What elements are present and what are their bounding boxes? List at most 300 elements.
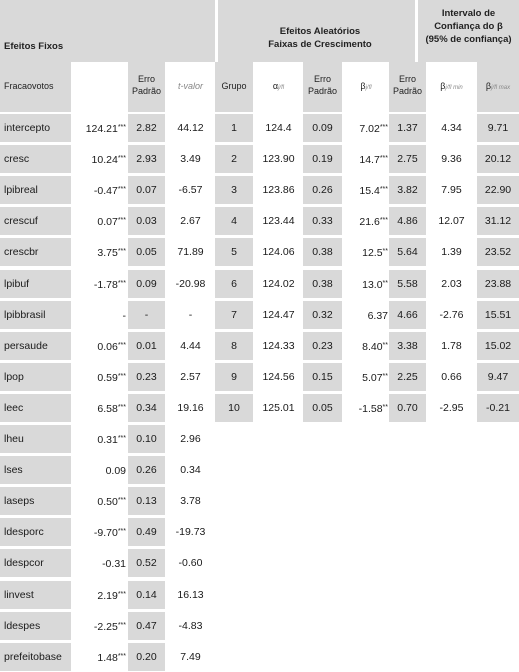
- std-error: [128, 145, 165, 173]
- alpha-std-error-value: 0.32: [312, 309, 333, 321]
- coefficient-value: -9.70: [93, 527, 118, 539]
- alpha-value-value: 123.44: [262, 215, 295, 227]
- group-number-value: 7: [231, 309, 237, 321]
- beta-value-value: -1.58: [358, 403, 383, 415]
- beta-value-value: 12.5: [362, 247, 383, 259]
- std-error: [128, 549, 165, 577]
- std-error-value: 2.82: [136, 122, 157, 134]
- alpha-value: [256, 301, 301, 329]
- beta-max: [477, 363, 519, 391]
- variable-name-value: crescbr: [4, 246, 39, 258]
- significance-stars: ***: [117, 342, 126, 349]
- alpha-value-value: 123.90: [262, 153, 295, 165]
- beta-value-value: 14.7: [359, 154, 380, 166]
- variable-name-value: lpibbrasil: [4, 309, 46, 321]
- beta-max-value: 23.52: [484, 246, 512, 258]
- beta-min: [428, 363, 475, 391]
- table-row: [0, 549, 519, 577]
- beta-value-value: 8.40: [362, 341, 383, 353]
- coefficient: [72, 145, 126, 173]
- t-value-value: 44.12: [177, 122, 204, 134]
- group-number-value: 10: [228, 402, 240, 414]
- beta-max-value: 22.90: [484, 184, 512, 196]
- alpha-symbol: α: [272, 81, 279, 91]
- beta-std-error: [389, 394, 426, 422]
- beta-min: [428, 270, 475, 298]
- beta-std-error-value: 5.58: [397, 278, 418, 290]
- t-value-value: -6.57: [178, 184, 203, 196]
- std-error: [128, 270, 165, 298]
- alpha-std-error: [303, 114, 342, 142]
- table-row: [0, 612, 519, 640]
- std-error: [128, 114, 165, 142]
- group-column-header: Grupo: [221, 81, 247, 91]
- t-value: [168, 612, 213, 640]
- coefficient: [72, 114, 126, 142]
- std-error-value: 0.03: [136, 215, 157, 227]
- significance-stars: ***: [379, 217, 388, 224]
- alpha-value-value: 124.56: [262, 371, 295, 383]
- coefficient-value: 3.75: [97, 247, 118, 259]
- coefficient-value: 6.58: [97, 403, 118, 415]
- group-number-value: 1: [231, 122, 237, 134]
- beta-std-error-value: 1.37: [397, 122, 418, 134]
- ci-title-line1: Intervalo de: [441, 8, 496, 19]
- beta-min: [428, 332, 475, 360]
- group-number-value: 4: [231, 215, 237, 227]
- beta-max-value: 15.02: [484, 340, 512, 352]
- variable-name-value: laseps: [4, 495, 35, 507]
- t-value-column-header: t-valor: [177, 81, 203, 91]
- t-value-value: 16.13: [177, 589, 204, 601]
- alpha-std-error-value: 0.23: [312, 340, 333, 352]
- std-error-value: 0.49: [136, 526, 157, 538]
- header-divider: [415, 0, 418, 62]
- beta-min: [428, 207, 475, 235]
- table-row: [0, 207, 519, 235]
- beta-std-error: [389, 207, 426, 235]
- beta-min: [428, 238, 475, 266]
- alpha-column-header: [256, 80, 301, 94]
- significance-stars: ***: [117, 404, 126, 411]
- t-value: [168, 145, 213, 173]
- coefficient-value: 2.19: [97, 590, 118, 602]
- alpha-std-error: [303, 238, 342, 266]
- variable-name-value: ldespes: [4, 620, 41, 632]
- beta-min-value: 2.03: [441, 278, 462, 290]
- beta-std-error: [389, 114, 426, 142]
- group-number: [215, 238, 253, 266]
- alpha-std-error-value: 0.33: [312, 215, 333, 227]
- beta-max-value: 15.51: [484, 309, 512, 321]
- alpha-value-value: 124.33: [262, 340, 295, 352]
- table-row: [0, 363, 519, 391]
- coefficient: [72, 207, 126, 235]
- alpha-std-error: [303, 176, 342, 204]
- coefficient: [72, 363, 126, 391]
- variable-name-value: linvest: [4, 589, 34, 601]
- variable-column-header: Fracaovotos: [4, 81, 54, 91]
- beta-max-value: 31.12: [484, 215, 512, 227]
- t-value-value: 19.16: [177, 402, 204, 414]
- beta-min: [428, 145, 475, 173]
- significance-stars: ***: [117, 497, 126, 504]
- coefficient-value: 0.07: [97, 216, 118, 228]
- table-row: [0, 518, 519, 546]
- alpha-std-error-value: 0.05: [312, 402, 333, 414]
- alpha-std-error: [303, 145, 342, 173]
- variable-name-value: lheu: [4, 433, 24, 445]
- beta-max-value: -0.21: [486, 402, 510, 414]
- t-value-value: 7.49: [180, 651, 201, 663]
- beta-max: [477, 332, 519, 360]
- variable-name: [4, 518, 70, 546]
- t-value: [168, 581, 213, 609]
- std-error: [128, 332, 165, 360]
- variable-name-value: lpop: [4, 371, 24, 383]
- beta-max: [477, 114, 519, 142]
- beta-min-value: 9.36: [441, 153, 462, 165]
- alpha-std-error-value: 0.19: [312, 153, 333, 165]
- random-effects-title: [230, 25, 410, 51]
- table-row: [0, 145, 519, 173]
- alpha-value: [256, 114, 301, 142]
- table-row: [0, 301, 519, 329]
- coefficient: [72, 581, 126, 609]
- column-headers: [0, 62, 519, 112]
- coefficient-value: -2.25: [93, 621, 118, 633]
- coefficient-value: -1.78: [93, 279, 118, 291]
- t-value: [168, 456, 213, 484]
- variable-name: [4, 114, 70, 142]
- significance-stars: **: [382, 373, 388, 380]
- beta-min: [428, 301, 475, 329]
- beta-value: [344, 270, 388, 298]
- beta-value: [344, 114, 388, 142]
- t-value-value: 71.89: [177, 246, 204, 258]
- beta-min: [428, 394, 475, 422]
- significance-stars: ***: [117, 373, 126, 380]
- variable-name-value: ldespcor: [4, 557, 44, 569]
- coefficient: [72, 332, 126, 360]
- beta-max: [477, 394, 519, 422]
- coefficient-value: 1.48: [97, 652, 118, 664]
- table-row: [0, 332, 519, 360]
- beta-min-value: 1.39: [441, 246, 462, 258]
- coefficient-value: -0.31: [102, 558, 126, 570]
- t-value: [168, 301, 213, 329]
- group-number: [215, 301, 253, 329]
- beta-value: [344, 145, 388, 173]
- std-error-value: 0.47: [136, 620, 157, 632]
- beta-min-value: 0.66: [441, 371, 462, 383]
- t-value-value: 4.44: [180, 340, 201, 352]
- beta-max-value: 9.47: [487, 371, 509, 383]
- std-error-value: 0.05: [136, 246, 157, 258]
- beta-std-error: [389, 270, 426, 298]
- alpha-value: [256, 238, 301, 266]
- alpha-std-error-value: 0.38: [312, 246, 333, 258]
- alpha-value-value: 124.4: [265, 122, 292, 134]
- variable-name-value: lpibreal: [4, 184, 38, 196]
- variable-name: [4, 394, 70, 422]
- table-row: [0, 425, 519, 453]
- std-error-value: 0.23: [136, 371, 157, 383]
- beta-min: [428, 176, 475, 204]
- alpha-value: [256, 176, 301, 204]
- significance-stars: ***: [117, 591, 126, 598]
- beta-std-error: [389, 363, 426, 391]
- significance-stars: ***: [117, 622, 126, 629]
- beta-value-value: 5.07: [362, 372, 383, 384]
- alpha-std-error: [303, 301, 342, 329]
- coefficient: [72, 518, 126, 546]
- coefficient: [72, 612, 126, 640]
- coefficient: [72, 270, 126, 298]
- coefficient-value: 0.50: [97, 496, 118, 508]
- significance-stars: ***: [117, 435, 126, 442]
- significance-stars: ***: [117, 186, 126, 193]
- beta-value: [344, 301, 388, 329]
- beta-value-value: 21.6: [359, 216, 380, 228]
- alpha-std-error: [303, 363, 342, 391]
- significance-stars: **: [382, 342, 388, 349]
- beta-std-error-line1: Erro: [398, 74, 416, 84]
- beta-max-column-header: [477, 80, 519, 94]
- std-error-value: 0.13: [136, 495, 157, 507]
- variable-name-value: leec: [4, 402, 24, 414]
- std-error: [128, 456, 165, 484]
- beta-max-symbol: β: [485, 81, 492, 91]
- variable-name: [4, 207, 70, 235]
- beta-value: [344, 176, 388, 204]
- beta-max: [477, 301, 519, 329]
- t-value: [168, 270, 213, 298]
- alpha-value: [256, 363, 301, 391]
- beta-std-error-value: 4.86: [397, 215, 418, 227]
- std-error: [128, 363, 165, 391]
- std-error-value: 2.93: [136, 153, 157, 165]
- significance-stars: ***: [117, 155, 126, 162]
- beta-std-error: [389, 176, 426, 204]
- beta-max-value: 9.71: [487, 122, 509, 134]
- beta-value-value: 13.0: [362, 279, 383, 291]
- alpha-value: [256, 394, 301, 422]
- group-number: [215, 176, 253, 204]
- std-error-header-line1: Erro: [137, 74, 155, 84]
- group-number-value: 2: [231, 153, 237, 165]
- ci-title-line3: (95% de confiança): [425, 34, 512, 45]
- std-error-value: 0.01: [136, 340, 157, 352]
- beta-std-error-line2: Padrão: [392, 86, 423, 96]
- coefficient-value: 0.09: [105, 465, 126, 477]
- beta-std-error: [389, 145, 426, 173]
- beta-symbol: β: [360, 81, 366, 91]
- t-value: [168, 332, 213, 360]
- group-number-value: 8: [231, 340, 237, 352]
- std-error-column-header: [128, 73, 165, 97]
- table-row: [0, 176, 519, 204]
- std-error: [128, 581, 165, 609]
- alpha-std-error: [303, 394, 342, 422]
- table-row: [0, 456, 519, 484]
- group-number-value: 9: [231, 371, 237, 383]
- variable-name: [4, 425, 70, 453]
- table-row: [0, 114, 519, 142]
- variable-name: [4, 145, 70, 173]
- std-error: [128, 238, 165, 266]
- t-value: [168, 114, 213, 142]
- variable-name-value: intercepto: [4, 122, 51, 134]
- alpha-std-error-value: 0.15: [312, 371, 333, 383]
- variable-name: [4, 301, 70, 329]
- coefficient: [72, 394, 126, 422]
- beta-min: [428, 114, 475, 142]
- beta-value: [344, 394, 388, 422]
- alpha-value-value: 124.06: [262, 246, 295, 258]
- table-row: [0, 643, 519, 671]
- t-value: [168, 238, 213, 266]
- beta-min-value: -2.76: [439, 309, 464, 321]
- variable-name-value: prefeitobase: [4, 651, 62, 663]
- t-value: [168, 487, 213, 515]
- ci-title-line2: Confiança do β: [434, 21, 503, 32]
- t-value-value: -4.83: [178, 620, 203, 632]
- alpha-std-error-value: 0.09: [312, 122, 333, 134]
- beta-column-header: [344, 80, 388, 94]
- beta-max: [477, 207, 519, 235]
- variable-name: [4, 238, 70, 266]
- alpha-std-error-line2: Padrão: [307, 86, 338, 96]
- variable-name-value: cresc: [4, 153, 30, 165]
- beta-max-value: 20.12: [484, 153, 512, 165]
- coefficient: [72, 487, 126, 515]
- t-value: [168, 207, 213, 235]
- alpha-std-error: [303, 332, 342, 360]
- significance-stars: **: [382, 248, 388, 255]
- table-row: [0, 487, 519, 515]
- beta-std-error-value: 2.25: [397, 371, 418, 383]
- variable-name: [4, 612, 70, 640]
- alpha-value-value: 125.01: [262, 402, 295, 414]
- t-value: [168, 549, 213, 577]
- group-number-value: 3: [231, 184, 237, 196]
- significance-stars: ***: [117, 248, 126, 255]
- beta-std-error-value: 3.82: [397, 184, 418, 196]
- coefficient: [72, 176, 126, 204]
- std-error-value: 0.07: [136, 184, 157, 196]
- random-effects-title-line2: Faixas de Crescimento: [268, 39, 372, 50]
- std-error-value: -: [144, 309, 149, 321]
- variable-name: [4, 549, 70, 577]
- std-error: [128, 518, 165, 546]
- beta-min-symbol: β: [440, 81, 446, 91]
- t-value-value: 2.57: [180, 371, 201, 383]
- t-value-value: 0.34: [180, 464, 201, 476]
- coefficient: [72, 456, 126, 484]
- alpha-value: [256, 332, 301, 360]
- std-error: [128, 207, 165, 235]
- coefficient-value: -0.47: [93, 185, 118, 197]
- t-value-value: 2.67: [180, 215, 201, 227]
- beta-min-subscript: j/fl min: [445, 85, 463, 91]
- alpha-value: [256, 270, 301, 298]
- beta-std-error: [389, 238, 426, 266]
- variable-name-value: persaude: [4, 340, 48, 352]
- coefficient-value: 0.31: [97, 434, 118, 446]
- beta-value-value: 7.02: [359, 123, 380, 135]
- beta-std-error: [389, 301, 426, 329]
- coefficient-value: 0.06: [97, 341, 118, 353]
- std-error: [128, 394, 165, 422]
- std-error-header-line2: Padrão: [131, 86, 162, 96]
- group-number: [215, 114, 253, 142]
- significance-stars: **: [382, 280, 388, 287]
- alpha-value: [256, 145, 301, 173]
- group-number: [215, 207, 253, 235]
- coefficient: [72, 425, 126, 453]
- significance-stars: ***: [117, 653, 126, 660]
- table-row: [0, 238, 519, 266]
- alpha-std-error: [303, 207, 342, 235]
- beta-value: [344, 332, 388, 360]
- variable-name: [4, 643, 70, 671]
- significance-stars: ***: [379, 155, 388, 162]
- coefficient: [72, 238, 126, 266]
- t-value-value: -19.73: [175, 526, 206, 538]
- t-value: [168, 176, 213, 204]
- std-error: [128, 176, 165, 204]
- t-value-value: -20.98: [175, 278, 206, 290]
- beta-min-value: 7.95: [441, 184, 462, 196]
- alpha-value-value: 123.86: [262, 184, 295, 196]
- beta-value: [344, 238, 388, 266]
- beta-max: [477, 270, 519, 298]
- group-number: [215, 363, 253, 391]
- std-error: [128, 425, 165, 453]
- alpha-std-error-line1: Erro: [313, 74, 331, 84]
- t-value-value: -: [188, 309, 193, 321]
- alpha-value-value: 124.02: [262, 278, 295, 290]
- variable-name: [4, 487, 70, 515]
- table-row: [0, 270, 519, 298]
- std-error: [128, 612, 165, 640]
- beta-min-value: 4.34: [441, 122, 462, 134]
- std-error-value: 0.10: [136, 433, 157, 445]
- alpha-std-error-value: 0.38: [312, 278, 333, 290]
- variable-name: [4, 456, 70, 484]
- std-error-value: 0.26: [136, 464, 157, 476]
- beta-value: [344, 207, 388, 235]
- group-number: [215, 145, 253, 173]
- significance-stars: ***: [117, 124, 126, 131]
- significance-stars: **: [382, 404, 388, 411]
- beta-value: [344, 363, 388, 391]
- t-value: [168, 518, 213, 546]
- beta-std-error-value: 4.66: [397, 309, 418, 321]
- coefficient-value: 124.21: [85, 123, 118, 135]
- group-number: [215, 332, 253, 360]
- t-value: [168, 363, 213, 391]
- beta-std-error-column-header: [389, 73, 426, 97]
- coefficient-value: 0.59: [97, 372, 118, 384]
- beta-value-value: 15.4: [359, 185, 380, 197]
- coefficient: [72, 301, 126, 329]
- beta-std-error-value: 5.64: [397, 246, 418, 258]
- alpha-value-value: 124.47: [262, 309, 295, 321]
- variable-name: [4, 332, 70, 360]
- group-number: [215, 394, 253, 422]
